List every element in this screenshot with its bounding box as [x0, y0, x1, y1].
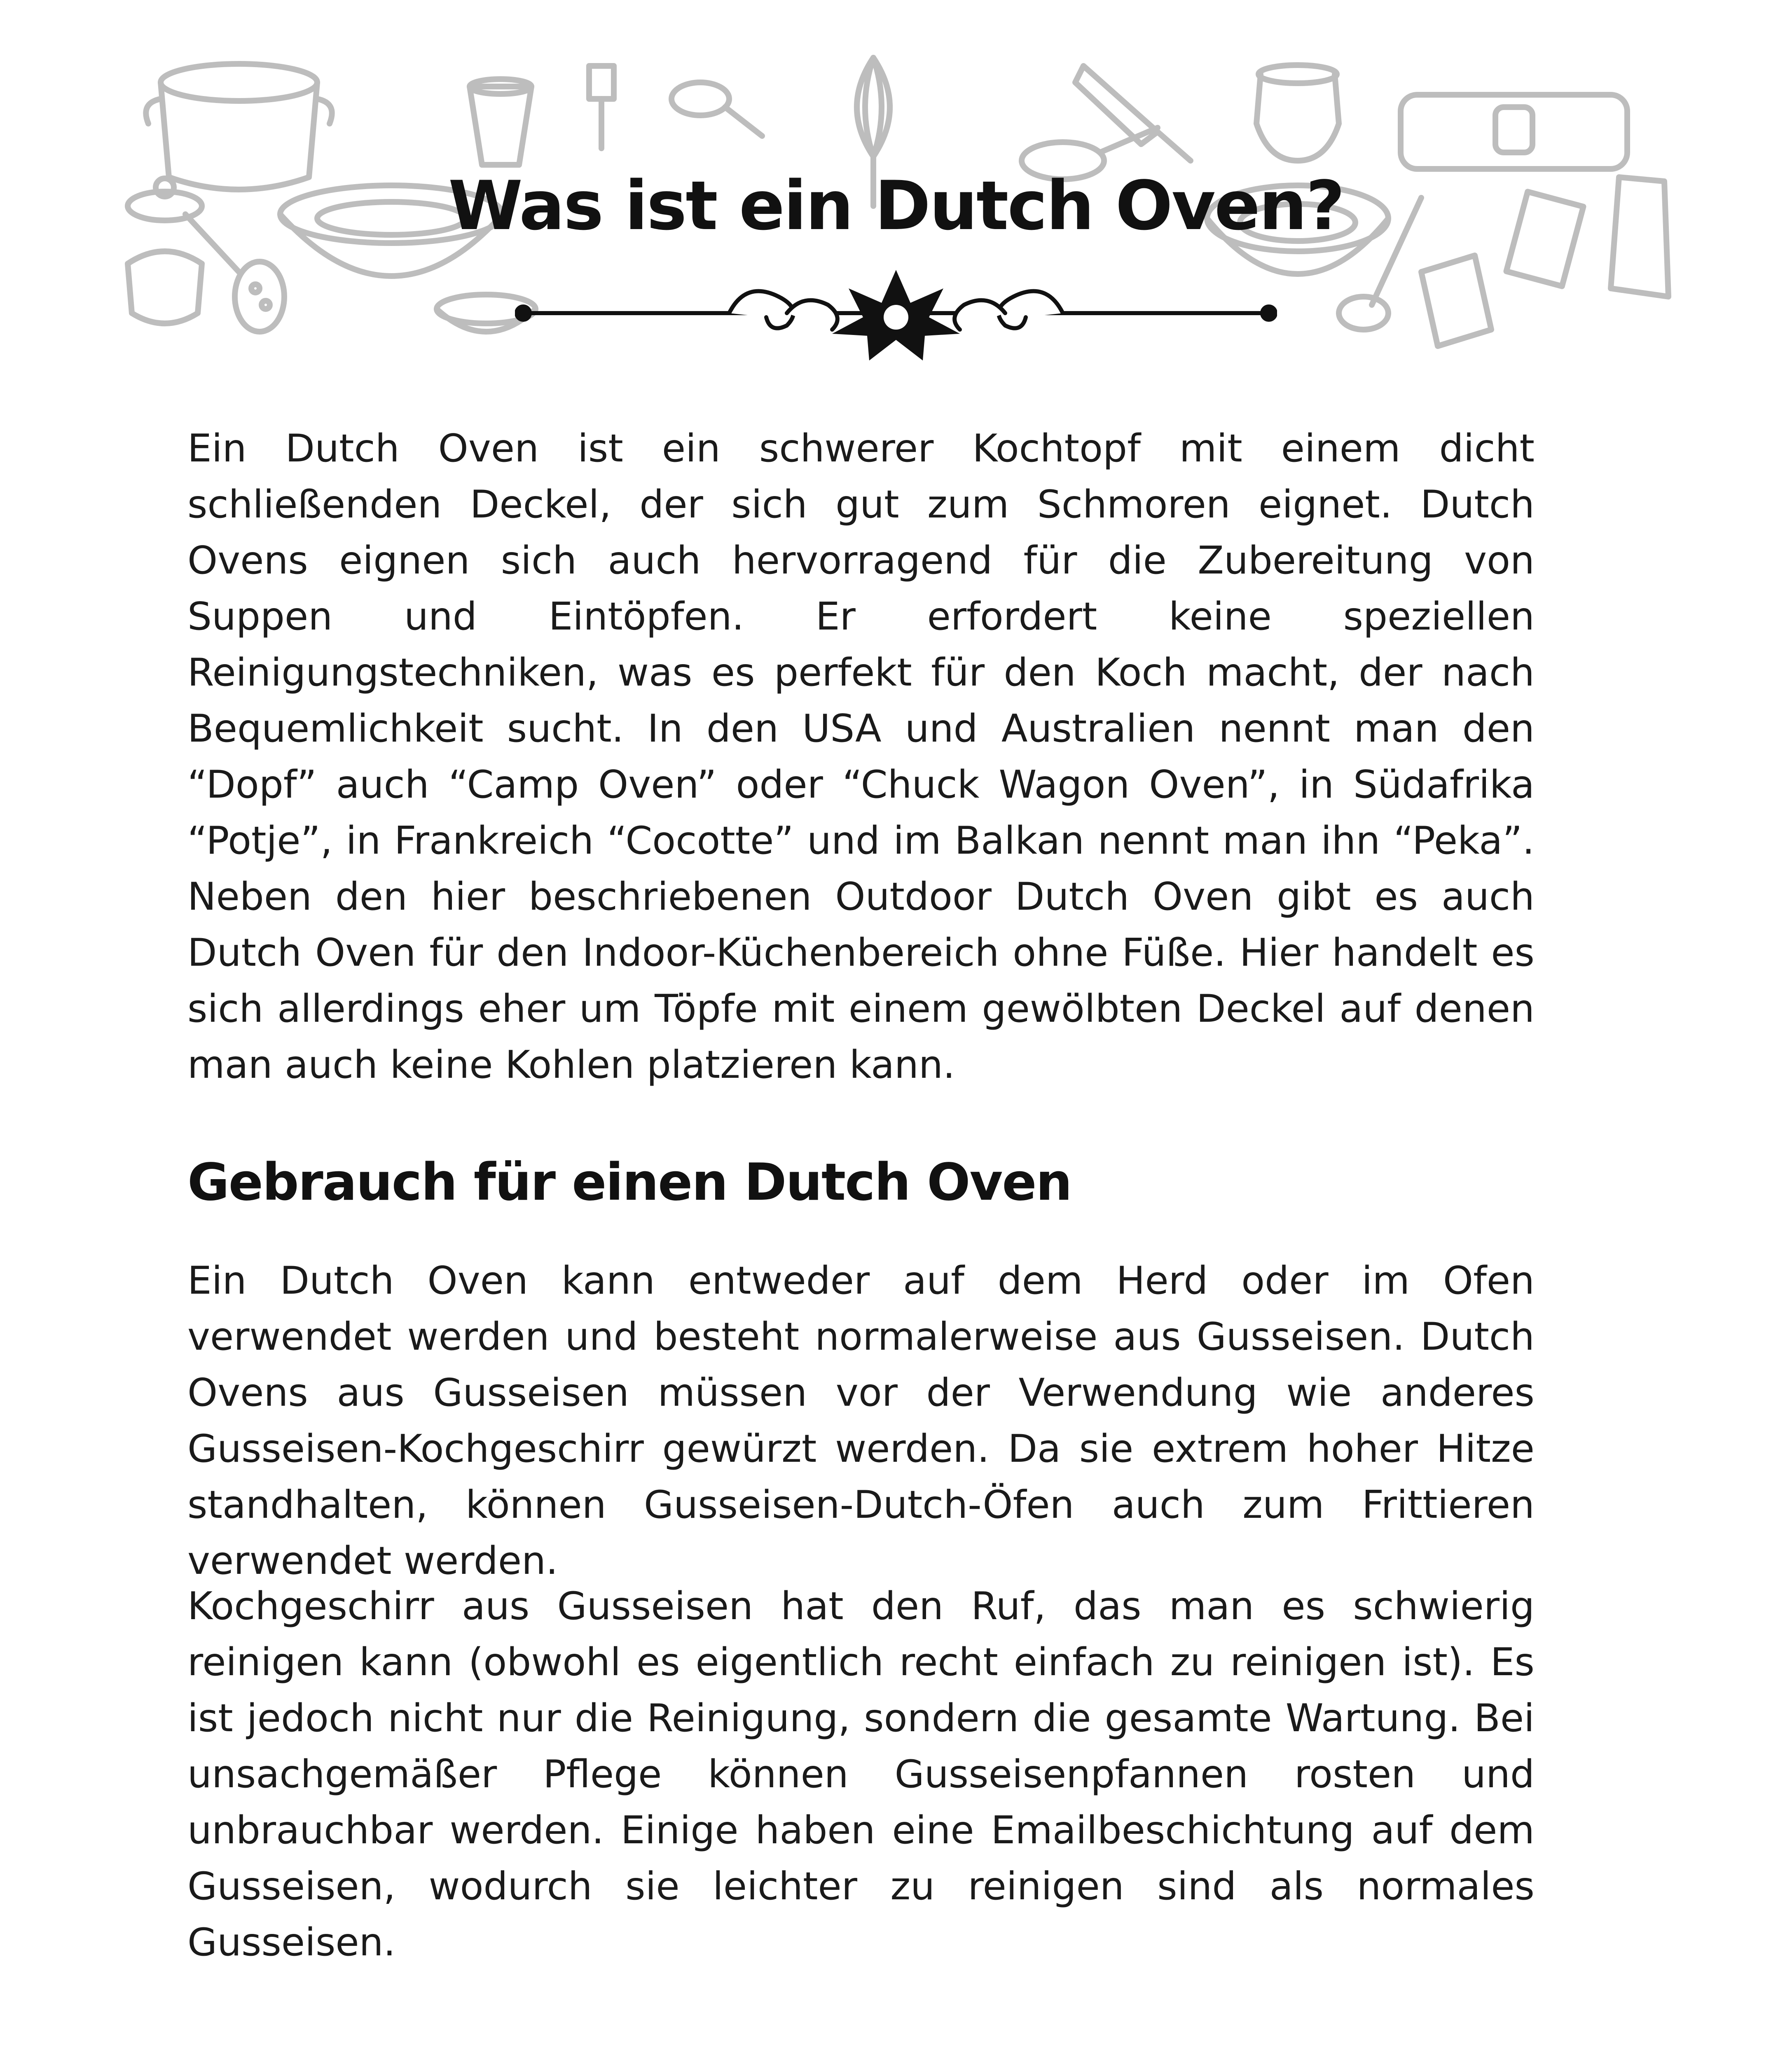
usage-paragraph: Ein Dutch Oven kann entweder auf dem Herd oder im Ofen verwendet werden und besteht normalerweise aus Gusseisen. Dutch Ovens aus Gusseisen müssen vor der Verwendung wie anderes Gusseisen-Kochgeschirr gewürzt werden. Da sie extrem hoher Hitze standhalten, können Gusseisen-Dutch-Öfen auch zum Frittieren verwendet werden. [187, 1258, 1535, 1583]
title-divider-ornament [515, 264, 1277, 363]
baking-pan-icon [1401, 95, 1627, 169]
page-title: Was ist ein Dutch Oven? [448, 166, 1344, 245]
glass-icon [470, 79, 531, 165]
cloth-icon [1421, 255, 1491, 346]
care-paragraph: Kochgeschirr aus Gusseisen hat den Ruf, das man es schwierig reinigen kann (obwohl es eigentlich recht einfach zu reinigen ist). Es ist jedoch nicht nur die Reinigung, sondern die gesamte Wartung. Bei unsachgemäßer Pflege können Gusseisenpfannen rosten und unbrauchbar werden. Einige haben eine Emailbeschichtung auf dem Gusseisen, wodurch sie leichter zu reinigen sind als normales Gusseisen. [187, 1584, 1535, 1964]
jug-icon [1256, 65, 1339, 161]
intro-paragraph: Ein Dutch Oven ist ein schwerer Kochtopf mit einem dicht schließenden Deckel, der sich gut zum Schmoren eignet. Dutch Ovens eignen sich auch hervorragend für die Zubereitung von Suppen und Eintöpfen. Er erfordert keine speziellen Reinigungstechniken, was es perfekt für den Koch macht, der nach Bequemlichkeit sucht. In den USA und Australien nennt man den “Dopf” auch “Camp Oven” oder “Chuck Wagon Oven”, in Südafrika “Potje”, in Frankreich “Cocotte” und im Balkan nennt man ihn “Peka”. Neben den hier beschriebenen Outdoor Dutch Oven gibt es auch Dutch Oven für den Indoor-Küchenbereich ohne Füße. Hier handelt es sich allerdings eher um Töpfe mit einem gewölbten Deckel auf denen man auch keine Kohlen platzieren kann. [187, 426, 1535, 1087]
spatula-icon [589, 66, 614, 148]
spoon-icon [671, 82, 762, 136]
section-heading: Gebrauch für einen Dutch Oven [187, 1153, 1071, 1212]
